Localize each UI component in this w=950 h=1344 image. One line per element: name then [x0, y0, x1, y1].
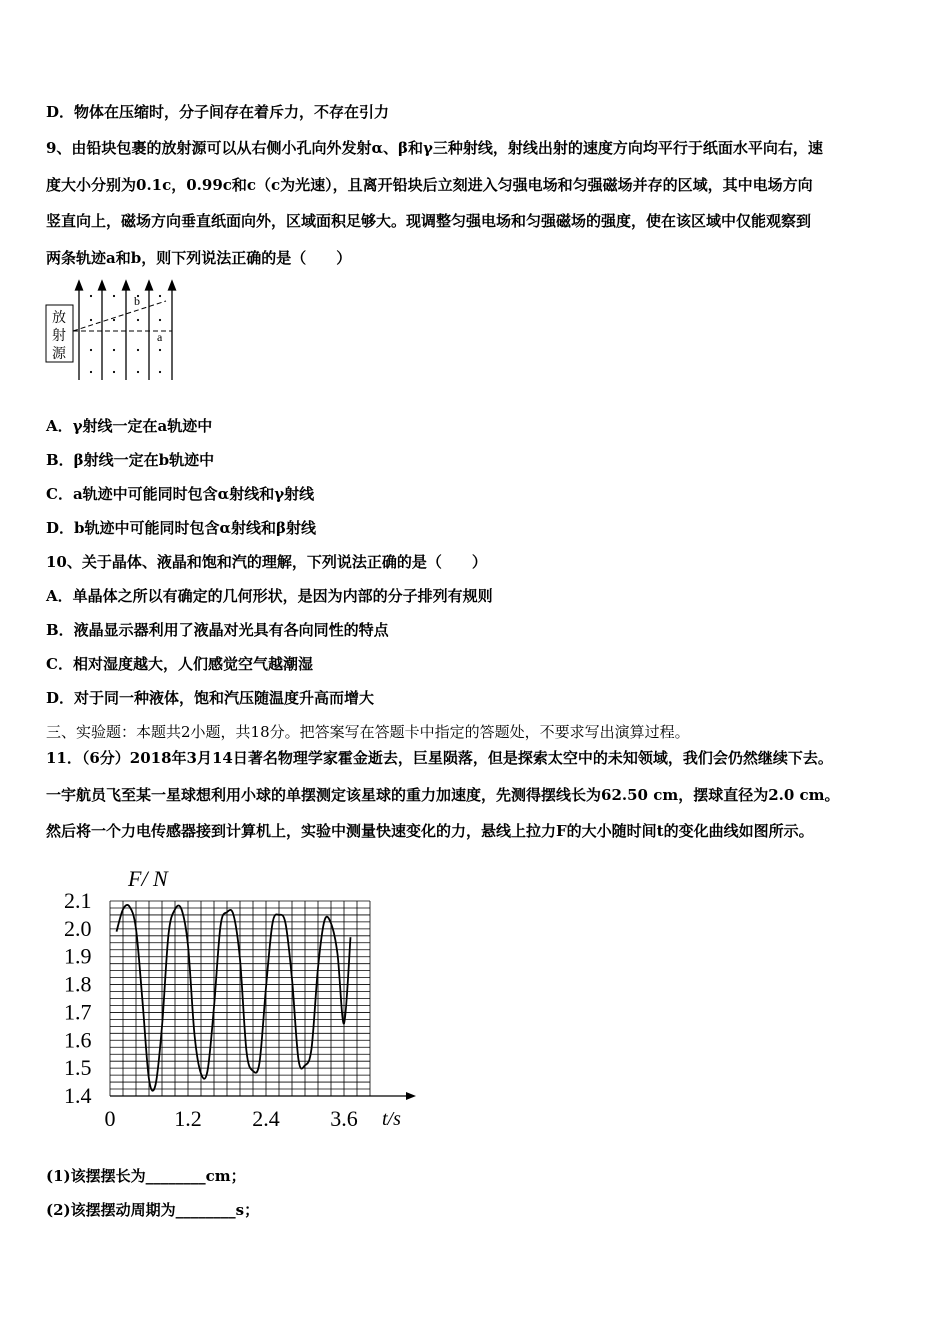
- question-10-text: 10、关于晶体、液晶和饱和汽的理解，下列说法正确的是（ ）: [46, 553, 487, 571]
- radiation-source-figure: [44, 278, 194, 388]
- x-tick-label: 0: [104, 1106, 116, 1131]
- question-11-text: 11．（6分）2018年3月14日著名物理学家霍金逝去，巨星陨落，但是探索太空中的未知领域，我们会仍然继续下去。: [46, 749, 833, 767]
- question-9-text: 度大小分别为0.1c，0.99c和c（c为光速），且离开铅块后立刻进入匀强电场和匀强磁场并存的区域，其中电场方向: [46, 176, 813, 194]
- y-tick-label: 2.0: [64, 915, 92, 941]
- option-8d: D．物体在压缩时，分子间存在着斥力，不存在引力: [46, 103, 390, 121]
- x-axis-arrow: [406, 1092, 416, 1100]
- y-tick-label: 1.8: [64, 971, 92, 997]
- x-tick-labels: [105, 1106, 358, 1131]
- x-tick-label: 3.6: [330, 1106, 358, 1131]
- section-heading: 三、实验题：本题共2小题，共18分。把答案写在答题卡中指定的答题处，不要求写出演算过程。: [46, 723, 690, 741]
- track-b-label: b: [134, 294, 140, 308]
- y-tick-label: 1.9: [64, 943, 92, 969]
- option-10a: A．单晶体之所以有确定的几何形状，是因为内部的分子排列有规则: [46, 587, 493, 605]
- y-tick-label: 1.5: [64, 1055, 92, 1081]
- chart-grid: [110, 901, 370, 1096]
- force-time-chart: [58, 862, 428, 1142]
- y-tick-label: 1.6: [64, 1027, 92, 1053]
- y-tick-label: 1.4: [64, 1083, 92, 1108]
- option-10d: D．对于同一种液体，饱和汽压随温度升高而增大: [46, 689, 375, 707]
- x-tick-label: 2.4: [252, 1106, 280, 1131]
- question-9-text: 9、由铅块包裹的放射源可以从右侧小孔向外发射α、β和γ三种射线，射线出射的速度方向均平行于纸面水平向右，速: [46, 139, 823, 157]
- force-curve: [117, 905, 351, 1091]
- option-9a: A．γ射线一定在a轨迹中: [46, 417, 213, 435]
- option-9b: B．β射线一定在b轨迹中: [46, 451, 215, 469]
- question-9-text: 竖直向上，磁场方向垂直纸面向外，区域面积足够大。现调整匀强电场和匀强磁场的强度，使在该区域中仅能观察到: [46, 212, 812, 230]
- question-9-text: 两条轨迹a和b，则下列说法正确的是（ ）: [46, 249, 352, 267]
- question-11-part-2: (2)该摆摆动周期为________s；: [46, 1201, 260, 1219]
- option-9c: C．a轨迹中可能同时包含α射线和γ射线: [46, 485, 315, 503]
- question-11-text: 一宇航员飞至某一星球想利用小球的单摆测定该星球的重力加速度，先测得摆线长为62.50 cm，摆球直径为2.0 cm。: [46, 786, 840, 804]
- option-9d: D．b轨迹中可能同时包含α射线和β射线: [46, 519, 317, 537]
- y-tick-labels: [64, 888, 92, 1108]
- source-label-char: 源: [52, 347, 66, 362]
- question-11-text: 然后将一个力电传感器接到计算机上，实验中测量快速变化的力，悬线上拉力F的大小随时间t的变化曲线如图所示。: [46, 822, 814, 840]
- x-axis-label: t/s: [382, 1108, 401, 1130]
- source-label-char: 放: [52, 311, 66, 326]
- option-10c: C．相对湿度越大，人们感觉空气越潮湿: [46, 655, 313, 673]
- source-label-char: 射: [52, 329, 66, 344]
- y-tick-label: 2.1: [64, 888, 92, 913]
- option-10b: B．液晶显示器利用了液晶对光具有各向同性的特点: [46, 621, 389, 639]
- track-b: [73, 301, 166, 331]
- y-tick-label: 1.7: [64, 999, 92, 1025]
- x-tick-label: 1.2: [174, 1106, 202, 1131]
- question-11-part-1: (1)该摆摆长为________cm；: [46, 1167, 246, 1185]
- y-axis-label: F/ N: [128, 866, 168, 891]
- track-a-label: a: [157, 330, 163, 344]
